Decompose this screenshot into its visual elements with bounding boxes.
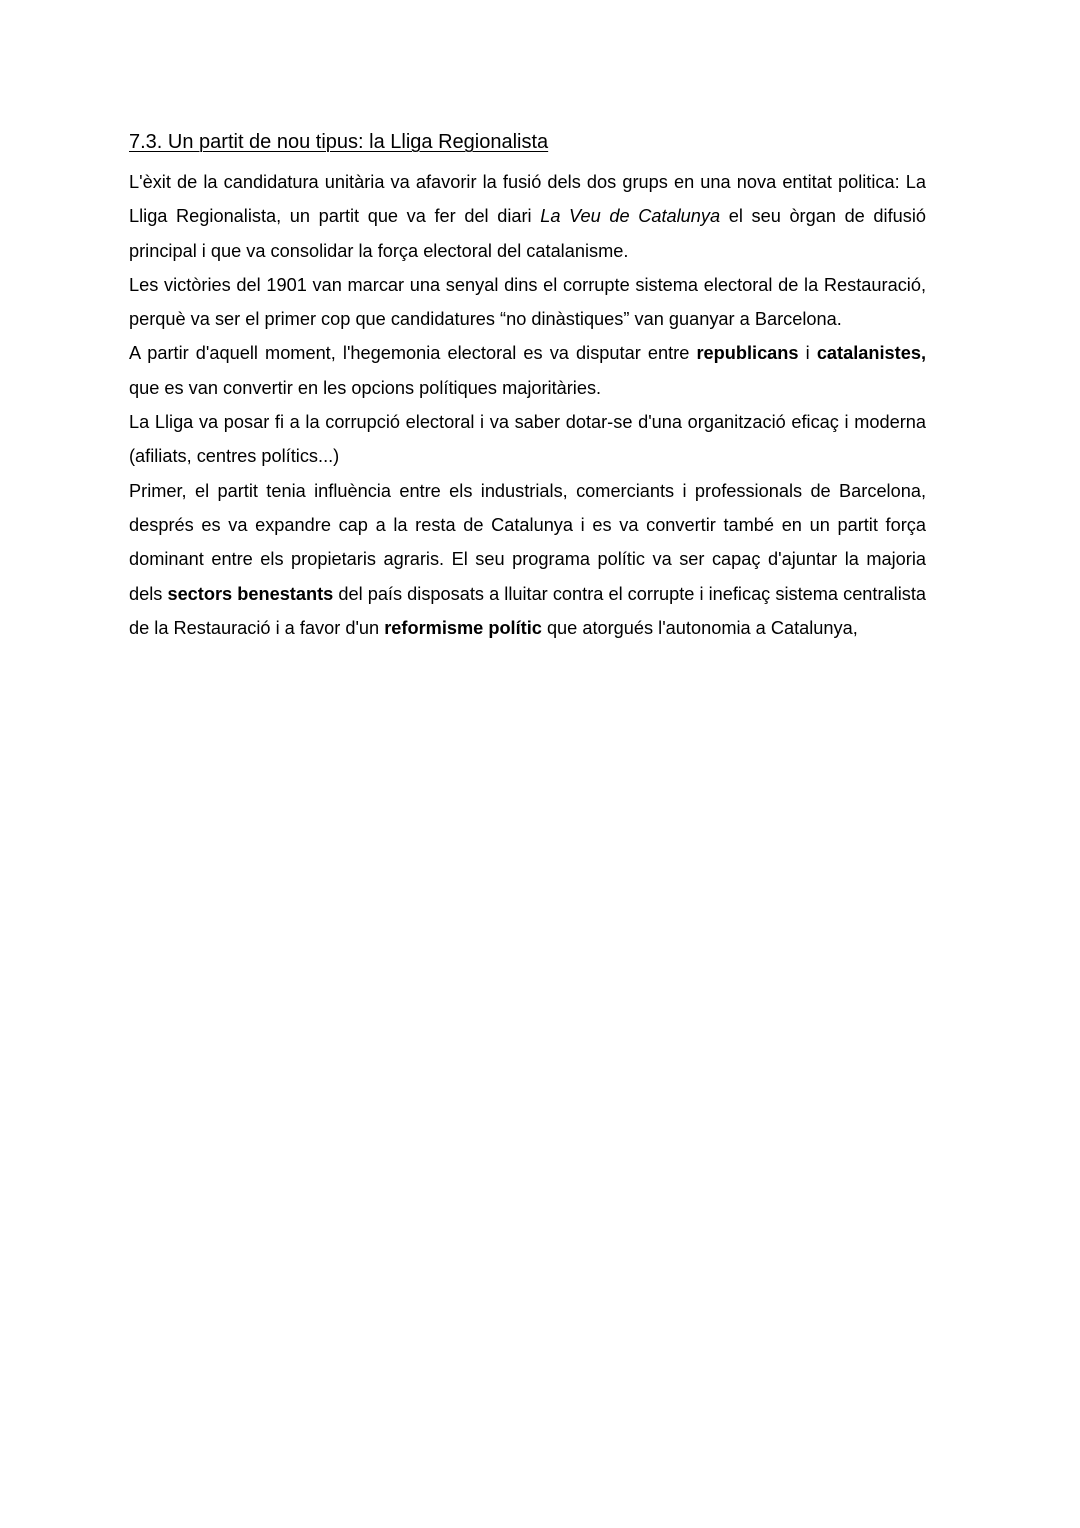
bold-term-republicans: republicans — [696, 343, 799, 364]
paragraph-text: A partir d'aquell moment, l'hegemonia electoral es va disputar entre — [129, 343, 697, 364]
document-page — [129, 128, 926, 645]
bold-term-catalanistes: catalanistes, — [816, 343, 926, 364]
paragraph-text: que atorgués l'autonomia a Catalunya, — [541, 617, 858, 638]
paragraph-text: i — [798, 343, 817, 364]
paragraph-text: el seu òrgan de difusió principal i que va consolidar la força electoral del catalanisme. — [129, 206, 926, 261]
paragraph-text: del país disposats a lluitar contra el corrupte i ineficaç sistema centralista de la Restauració i a favor d'un — [129, 583, 926, 638]
bold-term-sectors-benestants: sectors benestants — [167, 583, 334, 604]
paragraph-victories-1901: Les victòries del 1901 van marcar una senyal dins el corrupte sistema electoral de la Restauració, perquè va ser el primer cop que candidatures “no dinàstiques” van guanyar a Barcelona. — [129, 274, 926, 330]
paragraph-program — [129, 474, 926, 645]
bold-term-reformisme-politic: reformisme polític — [384, 617, 542, 638]
paragraph-text: que es van convertir en les opcions polítiques majoritàries. — [129, 377, 602, 398]
paragraph-lliga-founding — [129, 165, 926, 268]
paragraph-organization: La Lliga va posar fi a la corrupció electoral i va saber dotar-se d'una organització eficaç i moderna (afiliats, centres polítics...) — [129, 412, 926, 467]
paragraph-text: Primer, el partit tenia influència entre els industrials, comerciants i professionals de Barcelona, després es va expandre cap a la resta de Catalunya i es va convertir també en un partit força dominant entre els propietaris agraris. El seu programa polític va ser capaç d'ajuntar la majoria dels — [129, 480, 926, 604]
section-title: 7.3. Un partit de nou tipus: la Lliga Regionalista — [129, 131, 549, 153]
paragraph-text: L'èxit de la candidatura unitària va afavorir la fusió dels dos grups en una nova entitat politica: La Lliga Regionalista, un partit que va fer del diari — [129, 172, 926, 227]
newspaper-title: La Veu de Catalunya — [540, 206, 721, 227]
paragraph-hegemony — [129, 336, 926, 405]
